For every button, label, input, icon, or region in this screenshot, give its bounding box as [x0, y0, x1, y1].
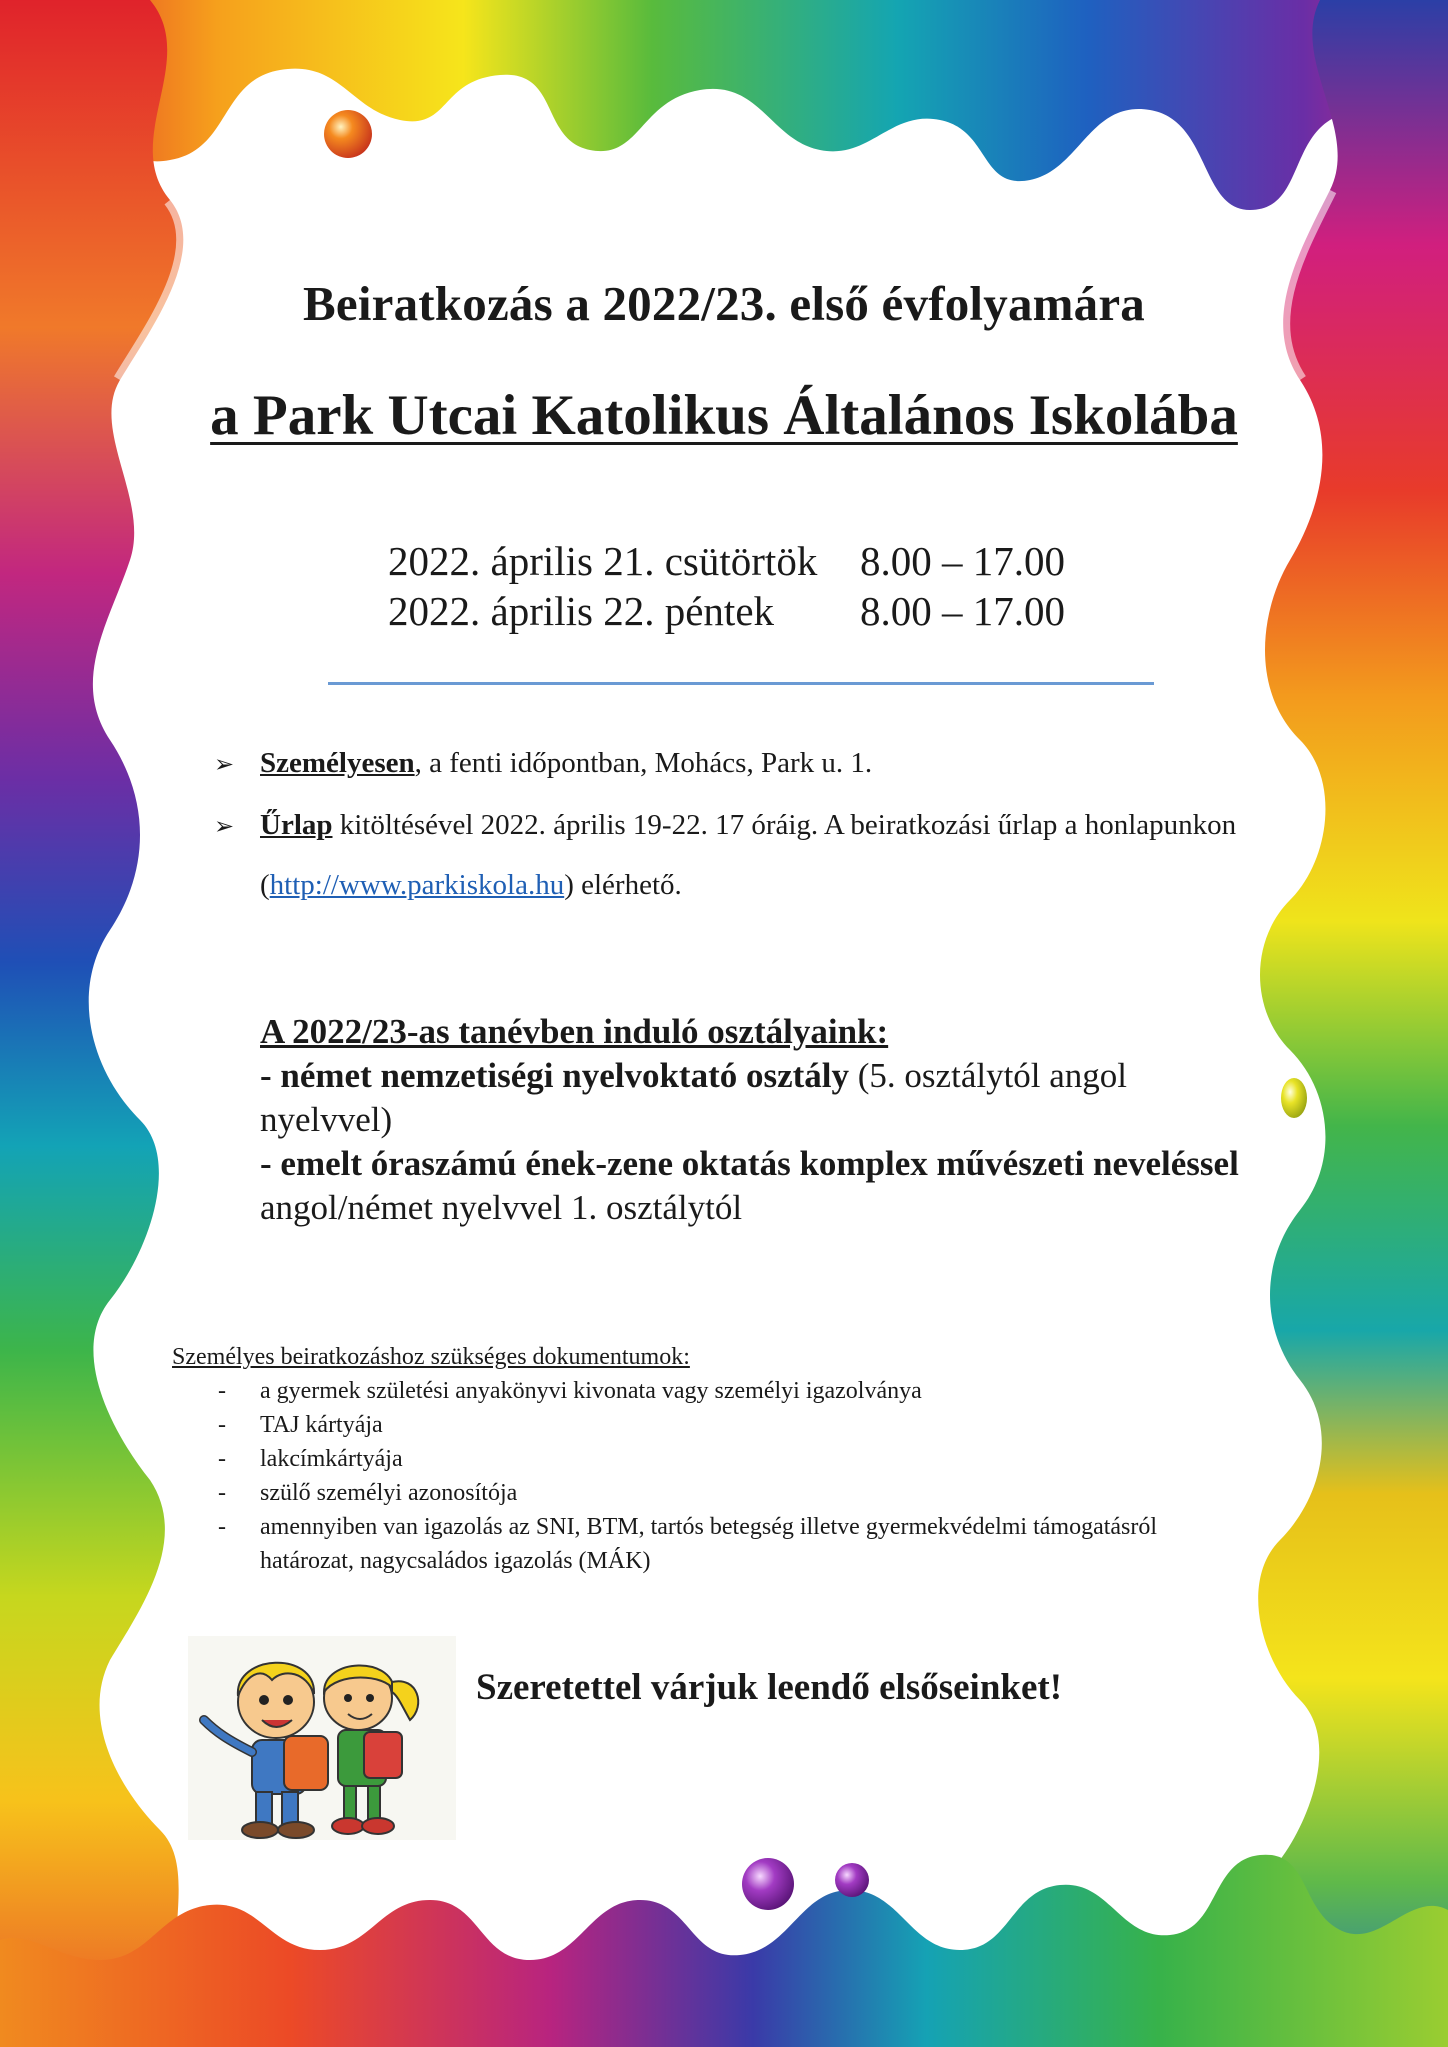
class-item [260, 1142, 1260, 1230]
list-item: - TAJ kártyája [218, 1412, 383, 1438]
arrow-bullet-icon: ➢ [214, 752, 235, 778]
required-documents [172, 1340, 1252, 1578]
divider-line [328, 682, 1154, 685]
list-item: - a gyermek születési anyakönyvi kivonata vagy személyi igazolványa [218, 1378, 922, 1404]
starting-classes [260, 1010, 1260, 1230]
method-text: , a fenti időpontban, Mohács, Park u. 1. [414, 747, 873, 779]
date-time: 8.00 – 17.00 [860, 538, 1065, 584]
date-row [388, 586, 1065, 636]
documents-heading: Személyes beiratkozáshoz szükséges dokumentumok: [172, 1344, 690, 1370]
page-title: Beiratkozás a 2022/23. első évfolyamára [302, 276, 1146, 331]
date-day: 2022. április 21. csütörtök [388, 538, 818, 584]
list-item: - szülő személyi azonosítója [218, 1480, 518, 1506]
class-item [260, 1054, 1260, 1142]
documents-list [172, 1374, 1252, 1578]
list-item [214, 795, 1244, 915]
list-item: - amennyiben van igazolás az SNI, BTM, tartós betegség illetve gyermekvédelmi támogatásról határozat, nagycsaládos igazolás (MÁK) [218, 1514, 1158, 1574]
date-time: 8.00 – 17.00 [860, 588, 1065, 634]
welcome-message: Szeretettel várjuk leendő elsőseinket! [476, 1667, 1063, 1708]
method-label: Űrlap [260, 809, 333, 841]
arrow-bullet-icon: ➢ [214, 814, 235, 840]
classes-heading: A 2022/23-as tanévben induló osztályaink: [260, 1012, 889, 1051]
school-name-heading: a Park Utcai Katolikus Általános Iskolába [210, 384, 1238, 447]
method-text: kitöltésével 2022. április 19-22. 17 óráig. A beiratkozási űrlap a honlapunkon ( [260, 809, 1237, 901]
school-website-link[interactable]: http://www.parkiskola.hu [269, 869, 565, 901]
class-detail: (5. osztálytól angol nyelvvel) [260, 1056, 1128, 1139]
date-row [388, 536, 1065, 586]
list-item: - lakcímkártyája [218, 1446, 403, 1472]
class-detail: angol/német nyelvvel 1. osztálytól [260, 1188, 743, 1227]
enrollment-methods [214, 733, 1244, 915]
class-name: - német nemzetiségi nyelvoktató osztály [260, 1056, 850, 1095]
method-label: Személyesen [260, 747, 415, 779]
class-name: - emelt óraszámú ének-zene oktatás komplex művészeti neveléssel [260, 1144, 1239, 1183]
date-day: 2022. április 22. péntek [388, 588, 775, 634]
method-text-after: ) elérhető. [564, 869, 682, 901]
kids-with-backpacks-image [188, 1636, 456, 1840]
enrollment-dates [388, 536, 1065, 636]
list-item [214, 733, 1244, 795]
